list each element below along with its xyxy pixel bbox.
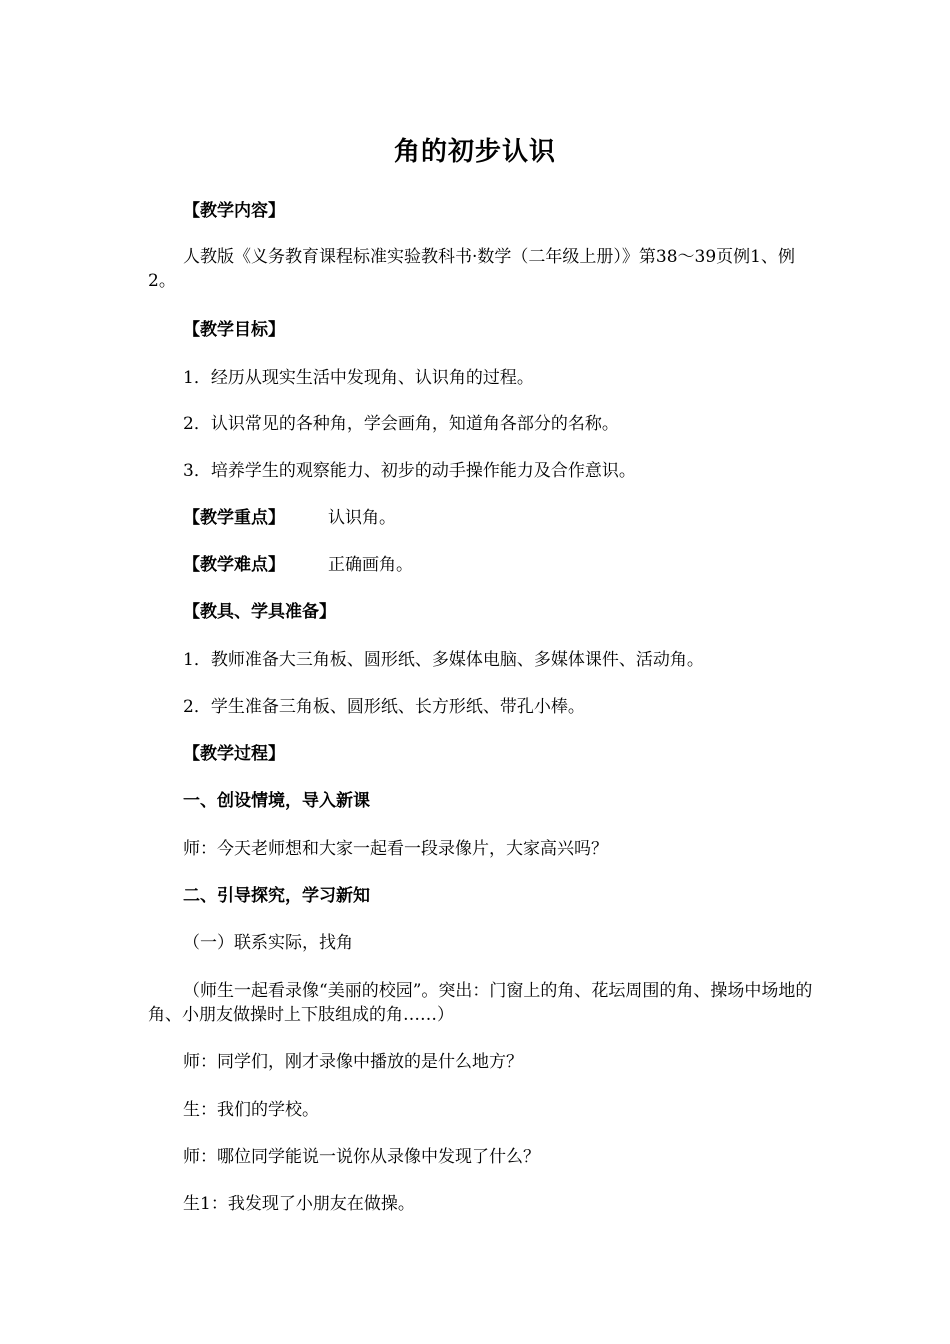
tools-heading: 【教具、学具准备】: [183, 602, 336, 622]
key-point-text: 认识角。: [328, 508, 396, 528]
dialogue-line-3: 师：哪位同学能说一说你从录像中发现了什么？: [183, 1147, 540, 1167]
goal-item-3: 3．培养学生的观察能力、初步的动手操作能力及合作意识。: [183, 461, 636, 481]
document-title: 角的初步认识: [393, 137, 556, 167]
goal-item-1: 1．经历从现实生活中发现角、认识角的过程。: [183, 368, 534, 388]
step2-heading: 二、引导探究，学习新知: [183, 886, 370, 906]
content-heading: 【教学内容】: [183, 201, 285, 221]
goals-heading: 【教学目标】: [183, 320, 285, 340]
difficulty-row: [183, 553, 816, 577]
process-heading: 【教学过程】: [183, 744, 285, 764]
content-text: 人教版《义务教育课程标准实验教科书·数学（二年级上册）》第38～39页例1、例2。: [148, 247, 795, 291]
goal-item-2: 2．认识常见的各种角，学会画角，知道角各部分的名称。: [183, 414, 619, 434]
key-point-label: 【教学重点】: [183, 508, 285, 528]
sub1-note: （师生一起看录像“美丽的校园”。突出：门窗上的角、花坛周围的角、操场中场地的角、小朋友做操时上下肢组成的角……）: [148, 981, 813, 1025]
difficulty-text: 正确画角。: [328, 555, 413, 575]
dialogue-line-2: 生：我们的学校。: [183, 1100, 319, 1120]
step1-heading: 一、创设情境，导入新课: [183, 791, 370, 811]
tools-item-1: 1．教师准备大三角板、圆形纸、多媒体电脑、多媒体课件、活动角。: [183, 650, 704, 670]
sub1-heading: （一）联系实际，找角: [183, 933, 353, 953]
dialogue-line-1: 师：同学们，刚才录像中播放的是什么地方？: [183, 1052, 523, 1072]
tools-item-2: 2．学生准备三角板、圆形纸、长方形纸、带孔小棒。: [183, 697, 585, 717]
key-point-row: [183, 506, 816, 530]
dialogue-line-4: 生1：我发现了小朋友在做操。: [183, 1194, 415, 1214]
difficulty-label: 【教学难点】: [183, 555, 285, 575]
step1-line: 师：今天老师想和大家一起看一段录像片，大家高兴吗？: [183, 839, 608, 859]
